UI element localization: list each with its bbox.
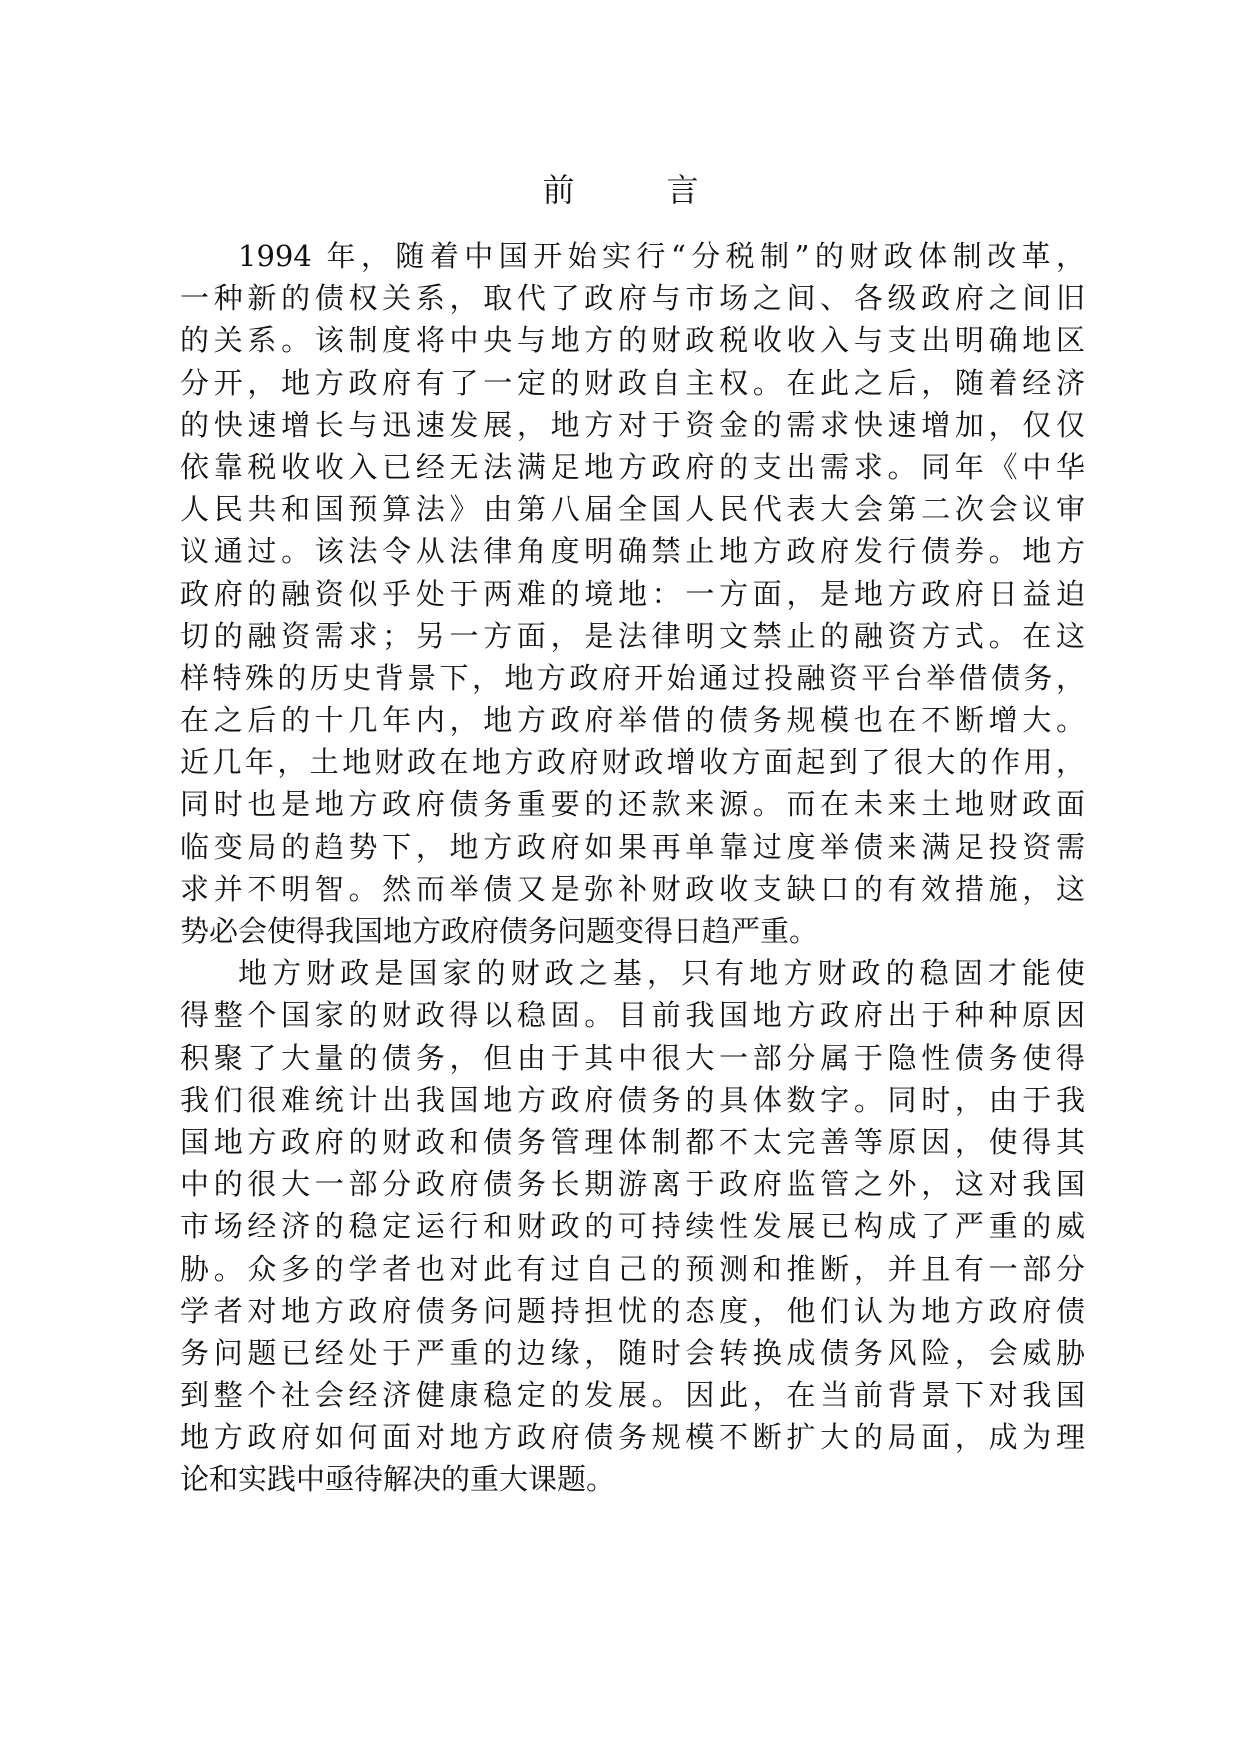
text-line: 依靠税收收入已经无法满足地方政府的支出需求。同年《中华 [180,449,1085,484]
text-line: 一种新的债权关系，取代了政府与市场之间、各级政府之间旧 [180,281,1085,316]
text-line: 的快速增长与迅速发展，地方对于资金的需求快速增加，仅仅 [180,407,1085,442]
text-line: 到整个社会经济健康稳定的发展。因此，在当前背景下对我国 [180,1378,1085,1413]
text-line: 样特殊的历史背景下，地方政府开始通过投融资平台举借债务， [180,660,1085,695]
text-line: 求并不明智。然而举债又是弥补财政收支缺口的有效措施，这 [180,871,1085,906]
text-line: 议通过。该法令从法律角度明确禁止地方政府发行债券。地方 [180,534,1085,569]
text-line: 地方政府如何面对地方政府债务规模不断扩大的局面，成为理 [180,1420,1085,1455]
text-line: 临变局的趋势下，地方政府如果再单靠过度举债来满足投资需 [180,829,1085,864]
text-line: 政府的融资似乎处于两难的境地：一方面，是地方政府日益迫 [180,576,1085,611]
text-line: 市场经济的稳定运行和财政的可持续性发展已构成了严重的威 [180,1209,1085,1244]
text-line: 胁。众多的学者也对此有过自己的预测和推断，并且有一部分 [180,1251,1085,1286]
text-line: 切的融资需求；另一方面，是法律明文禁止的融资方式。在这 [180,618,1085,653]
page-title: 前 言 [542,171,729,209]
text-line: 我们很难统计出我国地方政府债务的具体数字。同时，由于我 [180,1082,1085,1117]
paragraph-1 [180,235,1085,952]
text-line: 务问题已经处于严重的边缘，随时会转换成债务风险，会威胁 [180,1335,1085,1370]
text-line: 同时也是地方政府债务重要的还款来源。而在未来土地财政面 [180,787,1085,822]
text-line: 论和实践中亟待解决的重大课题。 [180,1462,616,1497]
text-line: 的关系。该制度将中央与地方的财政税收收入与支出明确地区 [180,323,1085,358]
text-line: 势必会使得我国地方政府债务问题变得日趋严重。 [180,914,819,948]
text-line: 近几年，土地财政在地方政府财政增收方面起到了很大的作用， [180,745,1085,780]
text-line: 学者对地方政府债务问题持担忧的态度，他们认为地方政府债 [180,1293,1085,1328]
text-line: 积聚了大量的债务，但由于其中很大一部分属于隐性债务使得 [180,1040,1085,1075]
text-line: 得整个国家的财政得以稳固。目前我国地方政府出于种种原因 [180,998,1085,1033]
text-line: 在之后的十几年内，地方政府举借的债务规模也在不断增大。 [180,703,1085,738]
text-line: 1994 年，随着中国开始实行“分税制”的财政体制改革， [238,239,1085,273]
document-body [180,235,1085,1501]
text-line: 分开，地方政府有了一定的财政自主权。在此之后，随着经济 [180,365,1085,400]
text-line: 人民共和国预算法》由第八届全国人民代表大会第二次会议审 [180,492,1085,527]
text-line: 中的很大一部分政府债务长期游离于政府监管之外，这对我国 [180,1167,1085,1202]
paragraph-2 [180,952,1085,1500]
text-line: 地方财政是国家的财政之基，只有地方财政的稳固才能使 [238,956,1085,991]
text-line: 国地方政府的财政和债务管理体制都不太完善等原因，使得其 [180,1124,1085,1159]
